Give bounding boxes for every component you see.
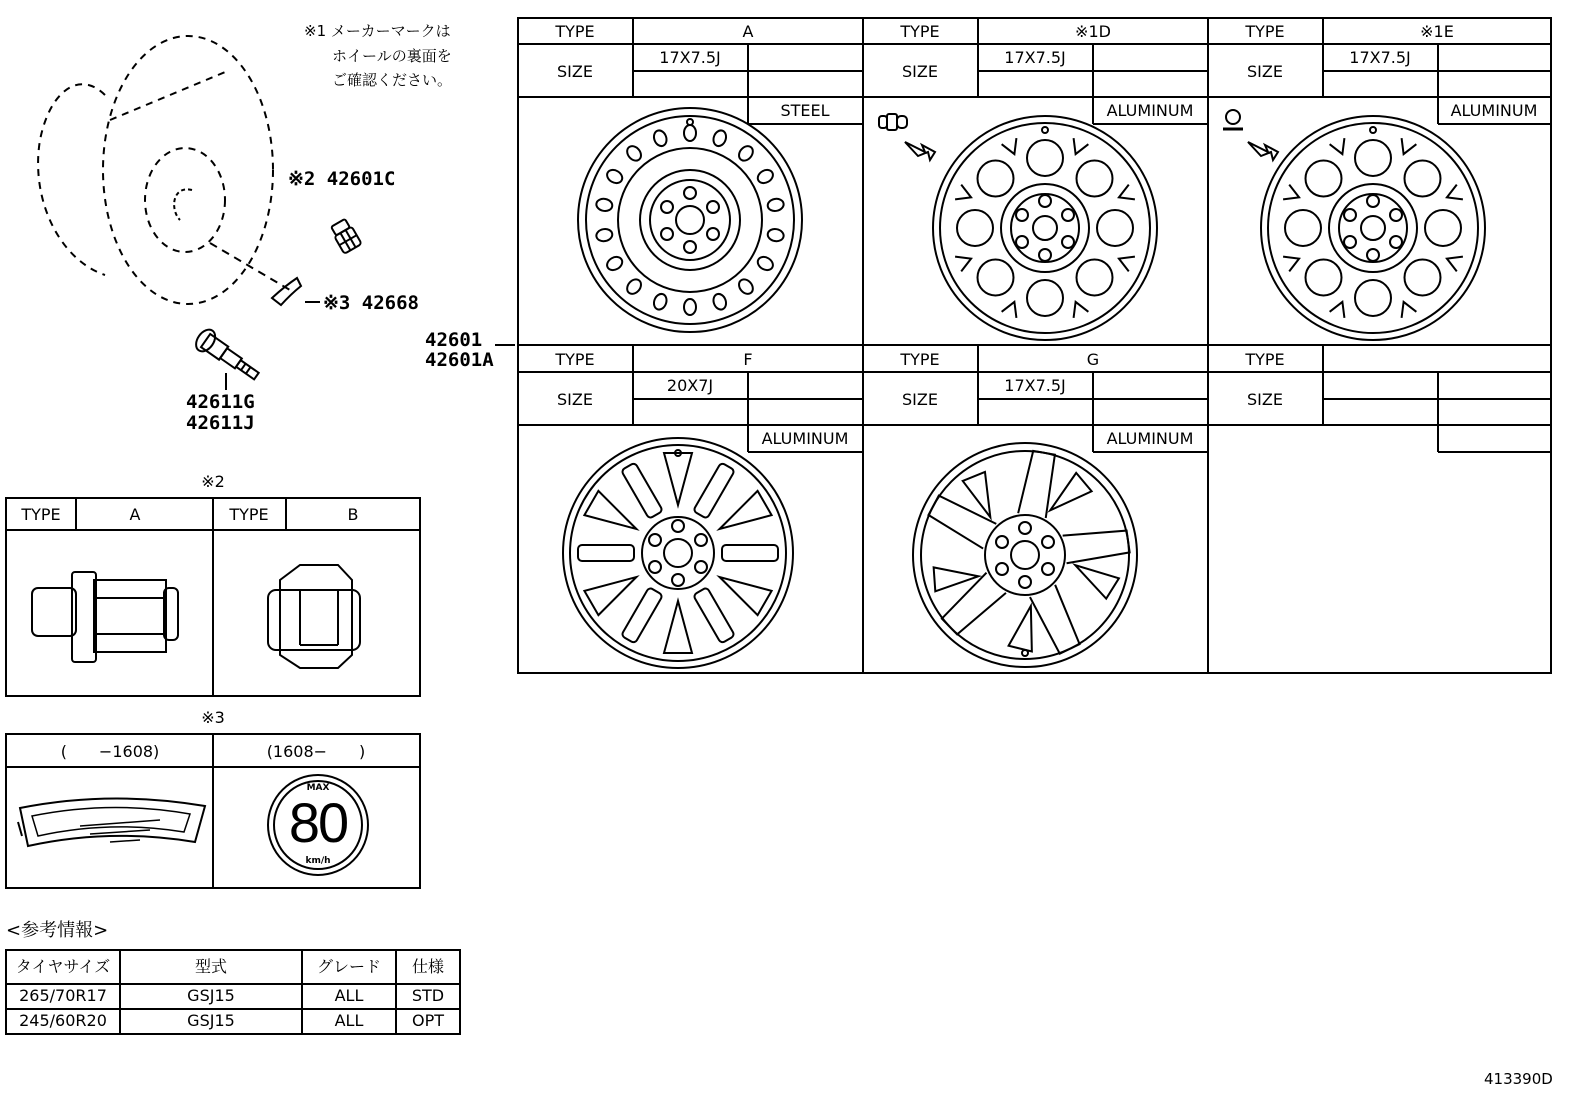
reference-cell: GSJ15 (187, 1011, 235, 1030)
wheel-type-1d-drawing (933, 116, 1157, 340)
maker-mark-icon (1223, 110, 1243, 129)
type-label: TYPE (900, 22, 940, 41)
size-label: SIZE (902, 62, 938, 81)
wheel-type-f-drawing (563, 438, 793, 668)
size-value: 20X7J (666, 376, 714, 395)
callout-42668: ※3 42668 (323, 292, 419, 314)
size-label: SIZE (1247, 62, 1283, 81)
type-label: TYPE (229, 505, 269, 524)
reference-cell: 265/70R17 (19, 986, 107, 1005)
caution-label-old-drawing (18, 798, 205, 846)
material-value: ALUMINUM (1106, 101, 1194, 120)
speed-label-unit: km/h (305, 856, 331, 866)
reference-cell: OPT (411, 1011, 445, 1030)
material-value: ALUMINUM (1450, 101, 1538, 120)
maker-mark-note: ご確認ください。 (332, 71, 453, 89)
reference-cell: ALL (334, 986, 364, 1005)
valve-figure (192, 326, 263, 386)
type-value: F (743, 350, 753, 369)
speed-label-value: 80 (288, 791, 348, 854)
reference-cell: STD (411, 986, 445, 1005)
type-value: A (742, 22, 754, 41)
nut-type-a-drawing (32, 572, 178, 662)
valve-mark-icon (879, 114, 907, 130)
material-value: STEEL (780, 101, 830, 120)
reference-header: タイヤサイズ (15, 957, 111, 976)
size-value: 17X7.5J (1004, 376, 1066, 395)
type-label: TYPE (555, 350, 595, 369)
type-value: ※1E (1420, 22, 1454, 41)
type-value: G (1086, 350, 1100, 369)
reference-header: 仕様 (411, 957, 445, 976)
type-label: TYPE (555, 22, 595, 41)
nut-table-heading: ※2 (201, 472, 225, 491)
wheel-type-g-drawing (913, 443, 1137, 667)
material-value: ALUMINUM (1106, 429, 1194, 448)
nut-table-grid (6, 498, 420, 696)
lug-nut-figure (329, 218, 361, 254)
size-label: SIZE (902, 390, 938, 409)
reference-header: グレード (316, 957, 382, 976)
type-value: B (347, 505, 359, 524)
type-value: ※1D (1075, 22, 1111, 41)
size-label: SIZE (1247, 390, 1283, 409)
type-label: TYPE (900, 350, 940, 369)
maker-mark-note: ホイールの裏面を (332, 47, 452, 65)
speed-label-max: MAX (306, 783, 330, 793)
maker-mark-note: ※1 メーカーマークは (304, 22, 451, 40)
callout-42611j: 42611J (186, 412, 255, 434)
type-label: TYPE (21, 505, 61, 524)
label-period-old: ( −1608) (60, 742, 160, 761)
arrow-icon (905, 142, 935, 160)
reference-cell: 245/60R20 (19, 1011, 107, 1030)
reference-heading: <参考情報> (6, 920, 109, 941)
wheel-type-a-drawing (578, 108, 802, 332)
label-table-heading: ※3 (201, 708, 225, 727)
spare-wheel-figure (38, 36, 273, 304)
size-value: 17X7.5J (1004, 48, 1066, 67)
label-period-new: (1608− ) (266, 742, 366, 761)
reference-header: 型式 (194, 957, 228, 976)
type-label: TYPE (1245, 22, 1285, 41)
size-label: SIZE (557, 390, 593, 409)
size-value: 17X7.5J (1349, 48, 1411, 67)
wheel-type-1e-drawing (1261, 116, 1485, 340)
callout-42601a: 42601A (425, 349, 494, 371)
size-value: 17X7.5J (659, 48, 721, 67)
reference-cell: ALL (334, 1011, 364, 1030)
callout-42601c: ※2 42601C (288, 168, 396, 190)
figure-id: 413390D (1484, 1070, 1553, 1088)
type-value: A (129, 505, 141, 524)
arrow-icon (1248, 142, 1278, 160)
type-label: TYPE (1245, 350, 1285, 369)
size-label: SIZE (557, 62, 593, 81)
reference-cell: GSJ15 (187, 986, 235, 1005)
callout-42611g: 42611G (186, 391, 255, 413)
material-value: ALUMINUM (761, 429, 849, 448)
callout-42601: 42601 (425, 329, 483, 351)
nut-type-b-drawing (268, 565, 360, 668)
